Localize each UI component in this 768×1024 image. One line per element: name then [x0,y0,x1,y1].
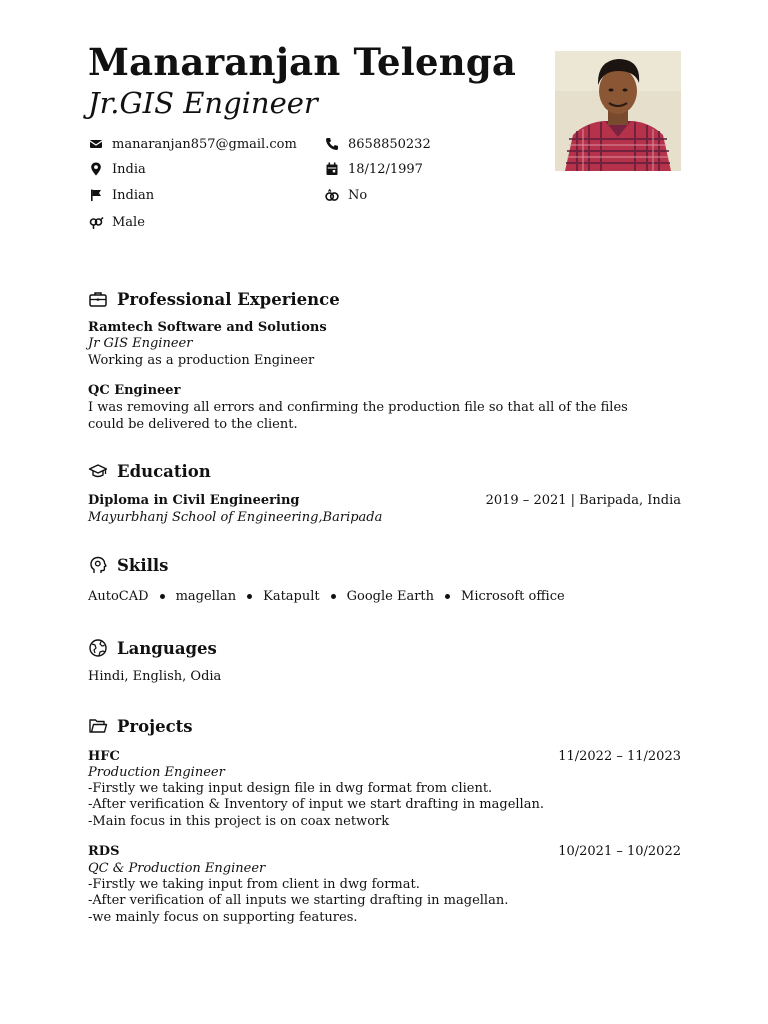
skill-item: Google Earth [346,589,435,604]
skill-item: Katapult [263,589,320,604]
experience-heading-text: Professional Experience [117,289,340,309]
project-name: HFC [88,749,120,764]
profile-photo [555,51,681,171]
map-pin-icon [88,161,104,177]
experience-role-title: QC Engineer [88,383,181,398]
briefcase-icon [88,289,108,309]
gender-icon [88,214,104,230]
contact-nationality [88,187,154,203]
skills-list [88,589,565,604]
email-text: manaranjan857@gmail.com [112,136,297,152]
project-detail-line: -After verification & Inventory of input we start drafting in magellan. [88,797,544,812]
education-heading-text: Education [117,461,211,481]
project-dates: 11/2022 – 11/2023 [558,749,681,764]
section-languages-heading [88,638,217,658]
phone-text: 8658850232 [348,136,431,152]
skill-separator [160,594,165,599]
project-name: RDS [88,844,120,859]
contact-gender [88,214,145,230]
folder-icon [88,716,108,736]
experience-description: Working as a production Engineer [88,353,315,368]
skill-item: Microsoft office [461,589,565,604]
project-detail-line: -After verification of all inputs we starting drafting in magellan. [88,893,509,908]
section-skills-heading [88,555,168,575]
skill-separator [247,594,252,599]
education-meta: 2019 – 2021 | Baripada, India [485,493,681,508]
section-experience-heading [88,289,340,309]
calendar-icon [324,161,340,177]
head-gear-icon [88,555,108,575]
contact-phone[interactable] [324,136,431,152]
marital-text: No [348,187,368,203]
languages-heading-text: Languages [117,638,217,658]
project-detail-line: -Firstly we taking input from client in dwg format. [88,877,420,892]
education-degree: Diploma in Civil Engineering [88,493,300,508]
project-dates: 10/2021 – 10/2022 [558,844,681,859]
skill-separator [445,594,450,599]
experience-company: Ramtech Software and Solutions [88,320,327,335]
skills-heading-text: Skills [117,555,169,575]
skill-separator [331,594,336,599]
gender-text: Male [112,214,145,230]
experience-role: Jr GIS Engineer [88,336,193,351]
languages-text: Hindi, English, Odia [88,669,222,684]
section-projects-heading [88,716,193,736]
candidate-title: Jr.GIS Engineer [88,86,318,120]
skill-item: magellan [175,589,237,604]
phone-icon [324,136,340,152]
graduation-cap-icon [88,461,108,481]
skill-item: AutoCAD [88,589,149,604]
flag-icon [88,187,104,203]
location-text: India [112,161,146,177]
education-school: Mayurbhanj School of Engineering,Baripada [88,510,383,525]
nationality-text: Indian [112,187,155,203]
projects-heading-text: Projects [117,716,193,736]
globe-icon [88,638,108,658]
rings-icon [324,187,340,203]
section-education-heading [88,461,211,481]
project-detail-line: -Main focus in this project is on coax network [88,814,390,829]
contact-marital [324,187,367,203]
project-detail-line: -we mainly focus on supporting features. [88,910,358,925]
dob-text: 18/12/1997 [348,161,423,177]
envelope-icon [88,136,104,152]
project-detail-line: -Firstly we taking input design file in dwg format from client. [88,781,493,796]
contact-location [88,161,146,177]
candidate-name: Manaranjan Telenga [88,40,517,84]
project-role: Production Engineer [88,765,225,780]
experience-description: I was removing all errors and confirming the production file so that all of the files could be delivered to the client. [88,400,628,432]
contact-dob [324,161,423,177]
contact-email[interactable] [88,136,297,152]
project-role: QC & Production Engineer [88,861,266,876]
